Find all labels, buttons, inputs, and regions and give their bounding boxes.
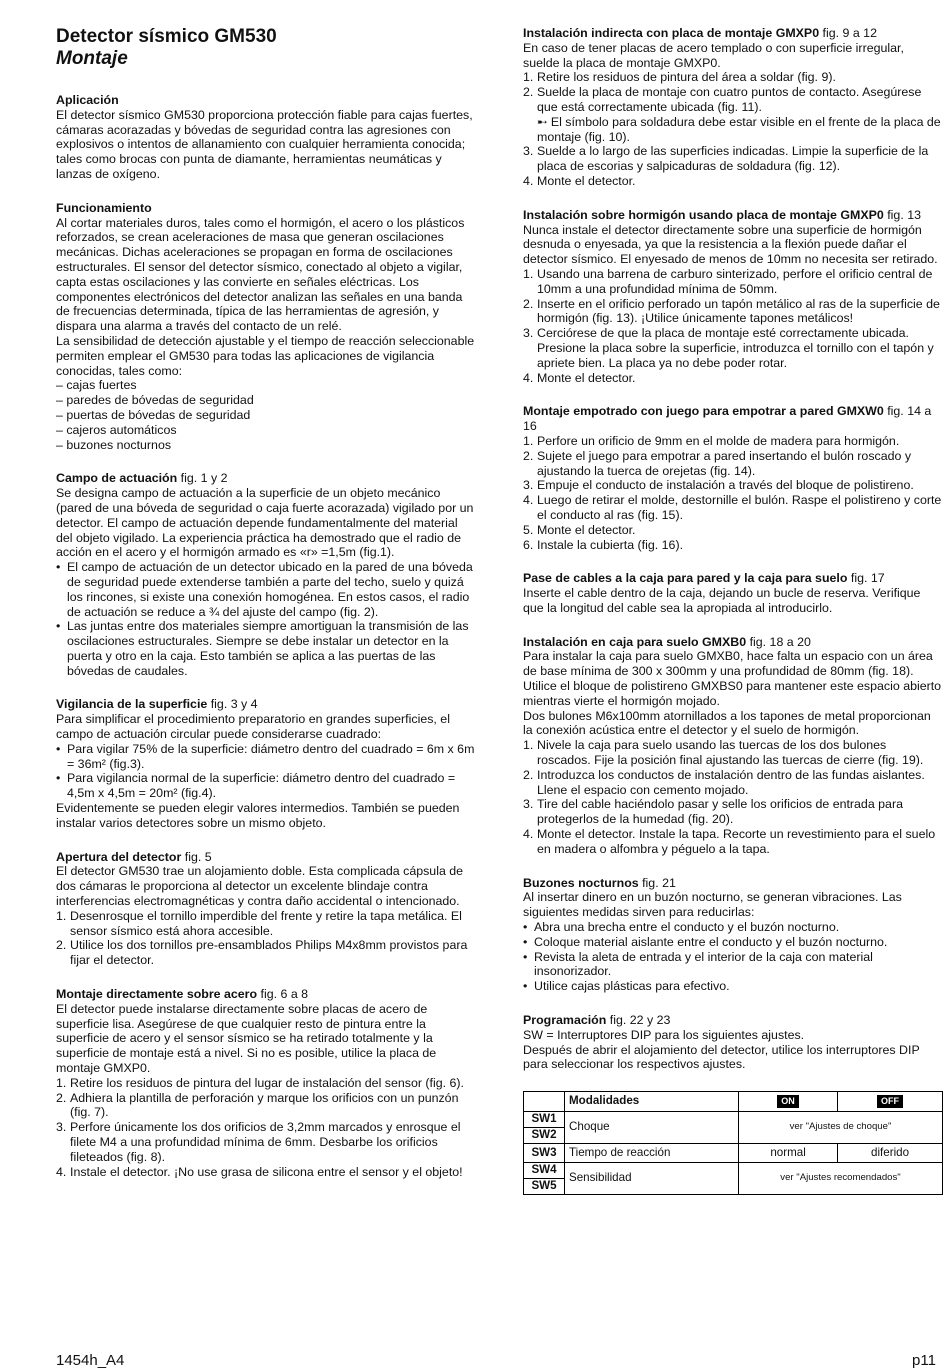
section-heading bbox=[523, 635, 943, 650]
page-number: p11 bbox=[912, 1352, 936, 1369]
left-column bbox=[56, 26, 476, 1198]
section-title: Instalación en caja para suelo GMXB0 bbox=[523, 634, 747, 649]
paragraph: Dos bulones M6x100mm atornillados a los tapones de metal proporcionan la conexión acústica entre el detector y el suelo de hormigón. bbox=[523, 708, 931, 738]
section-title: Instalación sobre hormigón usando placa de montaje GMXP0 bbox=[523, 207, 884, 222]
right-sections bbox=[523, 26, 943, 1072]
bullet-icon: • bbox=[523, 949, 528, 964]
paragraph: En caso de tener placas de acero templado o con superficie irregular, suelde la placa de montaje GMXP0. bbox=[523, 40, 904, 70]
section-title: Pase de cables a la caja para pared y la caja para suelo bbox=[523, 571, 848, 586]
list-item bbox=[523, 478, 943, 493]
list-item-text: Retire los residuos de pintura del área a soldar (fig. 9). bbox=[537, 70, 836, 85]
list-item-text: Utilice cajas plásticas para efectivo. bbox=[534, 979, 730, 994]
step-number: 1. bbox=[56, 908, 67, 923]
step-number: 2. bbox=[56, 938, 67, 953]
step-number: 4. bbox=[523, 173, 534, 188]
figure-reference: fig. 14 a 16 bbox=[523, 404, 932, 434]
section-heading bbox=[56, 850, 476, 865]
paragraph: – cajeros automáticos bbox=[56, 422, 177, 437]
section bbox=[523, 404, 943, 552]
bullet-icon: • bbox=[523, 979, 528, 994]
paragraph: – cajas fuertes bbox=[56, 378, 137, 393]
step-number: 3. bbox=[523, 326, 534, 341]
list-item-text: Usando una barrena de carburo sinterizado, perfore el orificio central de 10mm a una profundidad mínima de 50mm. bbox=[537, 266, 933, 296]
section bbox=[523, 208, 943, 386]
right-column bbox=[523, 26, 943, 1195]
section bbox=[56, 471, 476, 678]
list-item-text: Adhiera la plantilla de perforación y marque los orificios con un punzón (fig. 7). bbox=[70, 1090, 459, 1120]
diferido-cell: diferido bbox=[838, 1143, 943, 1163]
list-item bbox=[523, 768, 943, 798]
list-item-text: Monte el detector. bbox=[537, 173, 636, 188]
list-item bbox=[523, 935, 943, 950]
step-number: 6. bbox=[523, 537, 534, 552]
numbered-list bbox=[523, 434, 943, 552]
list-item-text: El campo de actuación de un detector ubicado en la pared de una bóveda de seguridad puede extenderse también a parte del techo, suelo y quizá los rincones, si existe una conexión homogénea. En estos casos, el radio de actuación se reduce a ¾ del ajuste del campo (fig. 2). bbox=[67, 560, 473, 619]
section-heading bbox=[56, 93, 476, 108]
paragraph: Después de abrir el alojamiento del detector, utilice los interruptores DIP para seleccionar los respectivos ajustes. bbox=[523, 1042, 920, 1072]
table-row bbox=[524, 1112, 943, 1128]
list-item-text: Revista la aleta de entrada y el interior de la caja con material insonorizador. bbox=[534, 949, 873, 979]
section-title: Aplicación bbox=[56, 93, 119, 107]
list-item-text: Retire los residuos de pintura del lugar de instalación del sensor (fig. 6). bbox=[70, 1075, 464, 1090]
document-code: 1454h_A4 bbox=[56, 1352, 125, 1369]
section-title: Programación bbox=[523, 1013, 607, 1028]
list-item bbox=[523, 449, 943, 479]
list-item bbox=[56, 742, 476, 772]
numbered-list bbox=[523, 70, 943, 188]
section-title: Campo de actuación bbox=[56, 471, 178, 486]
list-item bbox=[523, 538, 943, 553]
paragraph: Inserte el cable dentro de la caja, dejando un bucle de reserva. Verifique que la longitud del cable sea la apropiada al introducirlo. bbox=[523, 586, 921, 615]
list-item-text: Suelde a lo largo de las superficies indicadas. Limpie la superficie de la placa de escorias y salpicaduras de soldadura (fig. 12). bbox=[537, 144, 929, 174]
sw1-cell: SW1 bbox=[524, 1112, 565, 1128]
bullet-list bbox=[56, 560, 476, 678]
list-item-text: Inserte en el orificio perforado un tapón metálico al ras de la superficie de hormigón (fig. 13). ¡Utilice únicamente tapones metálicos! bbox=[537, 296, 940, 326]
bullet-icon: • bbox=[56, 741, 61, 756]
sens-value-cell: ver "Ajustes recomendados" bbox=[739, 1163, 943, 1195]
paragraph: Para instalar la caja para suelo GMXB0, hace falta un espacio con un área de base mínima de 300 x 300mm y una profundidad de 80mm (fig. 18). Utilice el bloque de polistireno GMXBS0 para mantener este espacio abierto mientras vierte el hormigón mojado. bbox=[523, 649, 942, 708]
dip-switch-table bbox=[523, 1091, 943, 1195]
table-header-row bbox=[524, 1092, 943, 1112]
section-title: Funcionamiento bbox=[56, 200, 152, 215]
figure-reference: fig. 17 bbox=[850, 571, 885, 586]
figure-reference: fig. 22 y 23 bbox=[609, 1013, 671, 1028]
numbered-list bbox=[56, 1076, 476, 1180]
normal-cell: normal bbox=[739, 1143, 838, 1163]
section bbox=[56, 987, 476, 1179]
list-item bbox=[523, 70, 943, 85]
left-sections bbox=[56, 93, 476, 1179]
paragraph: – paredes de bóvedas de seguridad bbox=[56, 393, 254, 408]
step-number: 1. bbox=[523, 433, 534, 448]
list-item-text: Para vigilancia normal de la superficie: diámetro dentro del cuadrado = 4,5m x 4,5m = 20m² (fig.4). bbox=[67, 771, 456, 801]
list-item-text: Perfore un orificio de 9mm en el molde de madera para hormigón. bbox=[537, 433, 900, 448]
sw4-cell: SW4 bbox=[524, 1163, 565, 1179]
step-number: 4. bbox=[523, 370, 534, 385]
step-number: 1. bbox=[523, 738, 534, 753]
section-title: Apertura del detector bbox=[56, 849, 182, 864]
figure-reference: fig. 13 bbox=[887, 207, 921, 222]
section bbox=[523, 876, 943, 994]
figure-reference: fig. 1 y 2 bbox=[180, 471, 228, 486]
list-item bbox=[523, 979, 943, 994]
section-title: Vigilancia de la superficie bbox=[56, 697, 208, 712]
list-item bbox=[523, 920, 943, 935]
list-item bbox=[523, 144, 943, 174]
numbered-list bbox=[56, 909, 476, 968]
list-item-text: Instale el detector. ¡No use grasa de silicona entre el sensor y el objeto! bbox=[70, 1164, 463, 1179]
step-number: 4. bbox=[523, 493, 534, 508]
figure-reference: fig. 3 y 4 bbox=[210, 697, 258, 712]
list-item bbox=[56, 771, 476, 801]
document-subtitle: Montaje bbox=[56, 48, 128, 69]
paragraph: El detector puede instalarse directamente sobre placas de acero de superficie lisa. Asegúrese de que cualquier resto de pintura entre la superficie de acero y el sensor sísmico se ha retirado totalmente y la superficie de montaje está a nivel. Si no es posible, utilice la placa de montaje GMXP0. bbox=[56, 1001, 437, 1076]
list-item bbox=[523, 738, 943, 768]
figure-reference: fig. 18 a 20 bbox=[749, 634, 811, 649]
list-item bbox=[523, 797, 943, 827]
list-item-text: Para vigilar 75% de la superficie: diámetro dentro del cuadrado = 6m x 6m = 36m² (fig.3). bbox=[67, 741, 475, 771]
paragraph: – buzones nocturnos bbox=[56, 437, 172, 452]
paragraph: Evidentemente se pueden elegir valores intermedios. También se pueden instalar varios detectores sobre un mismo objeto. bbox=[56, 801, 460, 830]
step-number: 2. bbox=[523, 448, 534, 463]
list-item-text: Luego de retirar el molde, destornille el bulón. Raspe el polistireno y corte el conducto al ras (fig. 15). bbox=[537, 493, 942, 522]
section-title: Instalación indirecta con placa de montaje GMXP0 bbox=[523, 26, 820, 40]
step-number: 3. bbox=[56, 1120, 67, 1135]
list-item bbox=[523, 950, 943, 980]
choque-cell: Choque bbox=[565, 1112, 739, 1144]
section-heading bbox=[523, 876, 943, 891]
sw3-cell: SW3 bbox=[524, 1143, 565, 1163]
bullet-icon: • bbox=[56, 560, 61, 575]
section-heading bbox=[56, 201, 476, 216]
list-item bbox=[56, 1120, 476, 1164]
list-item-text: Las juntas entre dos materiales siempre amortiguan la transmisión de las oscilaciones estructurales. Siempre se debe instalar un detector en la puerta y otro en la caja. Esto también se aplica a las puertas de las bóvedas de caudales. bbox=[67, 619, 469, 678]
step-number: 1. bbox=[523, 266, 534, 281]
step-number: 3. bbox=[523, 144, 534, 159]
paragraph: La sensibilidad de detección ajustable y el tiempo de reacción seleccionable permiten emplear el GM530 para todas las aplicaciones de vigilancia conocidas, tales como: bbox=[56, 333, 475, 378]
modalidades-header: Modalidades bbox=[565, 1092, 739, 1112]
list-item bbox=[523, 174, 943, 189]
list-item-text: Utilice los dos tornillos pre-ensamblados Philips M4x8mm provistos para fijar el detector. bbox=[70, 938, 468, 968]
section bbox=[523, 571, 943, 615]
section-heading bbox=[523, 26, 943, 41]
paragraph: Nunca instale el detector directamente sobre una superficie de hormigón desnuda o enyesada, ya que la resistencia a la flexión puede dañar el detector sísmico. El enyesado de menos de 10mm no necesita ser retirado. bbox=[523, 222, 938, 267]
bullet-icon: • bbox=[523, 920, 528, 935]
step-number: 2. bbox=[523, 85, 534, 100]
list-item-text: Monte el detector. bbox=[537, 522, 636, 537]
list-item-text: Instale la cubierta (fig. 16). bbox=[537, 537, 684, 552]
table-row bbox=[524, 1163, 943, 1179]
bullet-icon: • bbox=[56, 771, 61, 786]
list-item-text: Perfore únicamente los dos orificios de 3,2mm marcados y enrosque el filete M4 a una profundidad mínima de 6mm. Desbarbe los orificios fileteados (fig. 8). bbox=[70, 1120, 461, 1164]
off-switch-icon: OFF bbox=[877, 1095, 903, 1108]
bullet-icon: • bbox=[523, 934, 528, 949]
sw5-cell: SW5 bbox=[524, 1179, 565, 1195]
list-item-text: Coloque material aislante entre el conducto y el buzón nocturno. bbox=[534, 934, 888, 949]
numbered-list bbox=[523, 738, 943, 856]
list-item bbox=[523, 827, 943, 857]
section-heading bbox=[56, 987, 476, 1002]
paragraph: Se designa campo de actuación a la superficie de un objeto mecánico (pared de una bóveda de seguridad o caja fuerte acorazada) vigilado por un detector. El campo de actuación depende fundamentalmente del material del objeto vigilado. La experiencia práctica ha demostrado que el radio de acción en el acero y el hormigón armado es «r» =1,5m (fig.1). bbox=[56, 486, 474, 560]
paragraph: El detector GM530 trae un alojamiento doble. Esta complicada cápsula de dos cámaras le proporciona al detector un excelente blindaje contra interferencias electromagnéticas y contra daño accidental o intencionado. bbox=[56, 864, 464, 909]
list-item-text: Monte el detector. bbox=[537, 370, 636, 385]
list-item bbox=[56, 938, 476, 968]
section-heading bbox=[523, 1013, 943, 1028]
list-item bbox=[56, 1165, 476, 1180]
section bbox=[56, 850, 476, 968]
list-item-text: Abra una brecha entre el conducto y el buzón nocturno. bbox=[534, 920, 840, 935]
figure-reference: fig. 6 a 8 bbox=[260, 987, 309, 1002]
table-row bbox=[524, 1143, 943, 1163]
paragraph: SW = Interruptores DIP para los siguientes ajustes. bbox=[523, 1027, 805, 1042]
bullet-list bbox=[56, 742, 476, 801]
section-heading bbox=[523, 208, 943, 223]
list-item bbox=[523, 523, 943, 538]
section-heading bbox=[56, 697, 476, 712]
sensibilidad-cell: Sensibilidad bbox=[565, 1163, 739, 1195]
on-switch-icon: ON bbox=[777, 1095, 799, 1108]
list-item-text: Empuje el conducto de instalación a través del bloque de polistireno. bbox=[537, 478, 914, 493]
list-item bbox=[56, 1091, 476, 1121]
step-number: 2. bbox=[523, 767, 534, 782]
step-number: 1. bbox=[523, 70, 534, 85]
list-item-text: Monte el detector. Instale la tapa. Recorte un revestimiento para el suelo en madera o alfombra y péguelo a la tapa. bbox=[537, 827, 936, 856]
step-number: 4. bbox=[56, 1164, 67, 1179]
section bbox=[56, 201, 476, 453]
list-item bbox=[523, 434, 943, 449]
section bbox=[56, 93, 476, 182]
list-item-text: Sujete el juego para empotrar a pared insertando el bulón roscado y ajustando la tuerca de orejetas (fig. 14). bbox=[537, 448, 912, 478]
step-number: 3. bbox=[523, 478, 534, 493]
paragraph: Para simplificar el procedimiento preparatorio en grandes superficies, el campo de actuación circular puede considerarse cuadrado: bbox=[56, 712, 450, 742]
step-number: 3. bbox=[523, 797, 534, 812]
list-item bbox=[523, 493, 943, 523]
paragraph: – puertas de bóvedas de seguridad bbox=[56, 407, 251, 422]
list-item-text: Suelde la placa de montaje con cuatro puntos de contacto. Asegúrese que está correctamente ubicada (fig. 11). bbox=[537, 85, 922, 114]
list-item bbox=[523, 85, 943, 144]
section bbox=[523, 635, 943, 857]
section-title: Montaje empotrado con juego para empotrar a pared GMXW0 bbox=[523, 404, 884, 419]
paragraph: El detector sísmico GM530 proporciona protección fiable para cajas fuertes, cámaras acorazadas y bóvedas de seguridad contra las agresiones con explosivos o intentos de allanamiento con cualquier herramienta conocida; tales como brocas con punta de diamante, herramientas neumáticas y lanzas de oxígeno. bbox=[56, 107, 473, 181]
choque-value-cell: ver "Ajustes de choque" bbox=[739, 1112, 943, 1144]
step-number: 2. bbox=[56, 1090, 67, 1105]
bullet-list bbox=[523, 920, 943, 994]
section-heading bbox=[523, 571, 943, 586]
step-number: 1. bbox=[56, 1075, 67, 1090]
figure-reference: fig. 5 bbox=[184, 849, 212, 864]
list-item bbox=[523, 371, 943, 386]
section-title: Montaje directamente sobre acero bbox=[56, 987, 258, 1002]
sw2-cell: SW2 bbox=[524, 1127, 565, 1143]
numbered-list bbox=[523, 267, 943, 385]
bullet-icon: • bbox=[56, 619, 61, 634]
paragraph: Al cortar materiales duros, tales como el hormigón, el acero o los plásticos reforzados, se crean aceleraciones de masa que generan oscilaciones mecánicas. Dichas aceleraciones se propagan en forma de oscilaciones estructurales. El sensor del detector sísmico, conectado al objeto a vigilar, capta estas oscilaciones y las convierte en señales eléctricas. Los componentes electrónicos del detector analizan las señales en una banda de frecuencias determinada, típica de las herramientas de agresión, y dispara una alarma a través del contacto de un relé. bbox=[56, 215, 465, 334]
section-title: Buzones nocturnos bbox=[523, 875, 639, 890]
document-title: Detector sísmico GM530 bbox=[56, 26, 277, 47]
list-item bbox=[56, 619, 476, 678]
paragraph: Al insertar dinero en un buzón nocturno, se generan vibraciones. Las siguientes medidas sirven para reducirlas: bbox=[523, 890, 902, 920]
list-item-text: Tire del cable haciéndolo pasar y selle los orificios de entrada para protegerlos de la humedad (fig. 20). bbox=[537, 797, 903, 827]
step-number: 4. bbox=[523, 827, 534, 842]
list-item bbox=[56, 1076, 476, 1091]
welding-note: ➸ El símbolo para soldadura debe estar visible en el frente de la placa de montaje (fig. 10). bbox=[537, 114, 941, 144]
list-item bbox=[56, 909, 476, 939]
section bbox=[56, 697, 476, 830]
figure-reference: fig. 9 a 12 bbox=[822, 26, 877, 40]
section-heading bbox=[56, 471, 476, 486]
list-item bbox=[523, 326, 943, 370]
list-item-text: Introduzca los conductos de instalación dentro de las fundas aislantes. Llene el espacio con cemento mojado. bbox=[537, 767, 925, 797]
list-item bbox=[56, 560, 476, 619]
list-item bbox=[523, 267, 943, 297]
tiempo-cell: Tiempo de reacción bbox=[565, 1143, 739, 1163]
list-item-text: Desenrosque el tornillo imperdible del frente y retire la tapa metálica. El sensor sísmico está ahora accesible. bbox=[70, 908, 462, 938]
section bbox=[523, 1013, 943, 1072]
step-number: 5. bbox=[523, 522, 534, 537]
list-item bbox=[523, 297, 943, 327]
section-heading bbox=[523, 404, 943, 434]
list-item-text: Nivele la caja para suelo usando las tuercas de los dos bulones roscados. Fije la posición final ajustando las tuercas de cierre (fig. 19). bbox=[537, 738, 924, 768]
list-item-text: Cerciórese de que la placa de montaje esté correctamente ubicada. Presione la placa sobre la superficie, introduzca el tornillo con el tapón y apriete bien. La placa ya no debe poder rotar. bbox=[537, 326, 934, 370]
section bbox=[523, 26, 943, 189]
figure-reference: fig. 21 bbox=[642, 875, 676, 890]
step-number: 2. bbox=[523, 296, 534, 311]
